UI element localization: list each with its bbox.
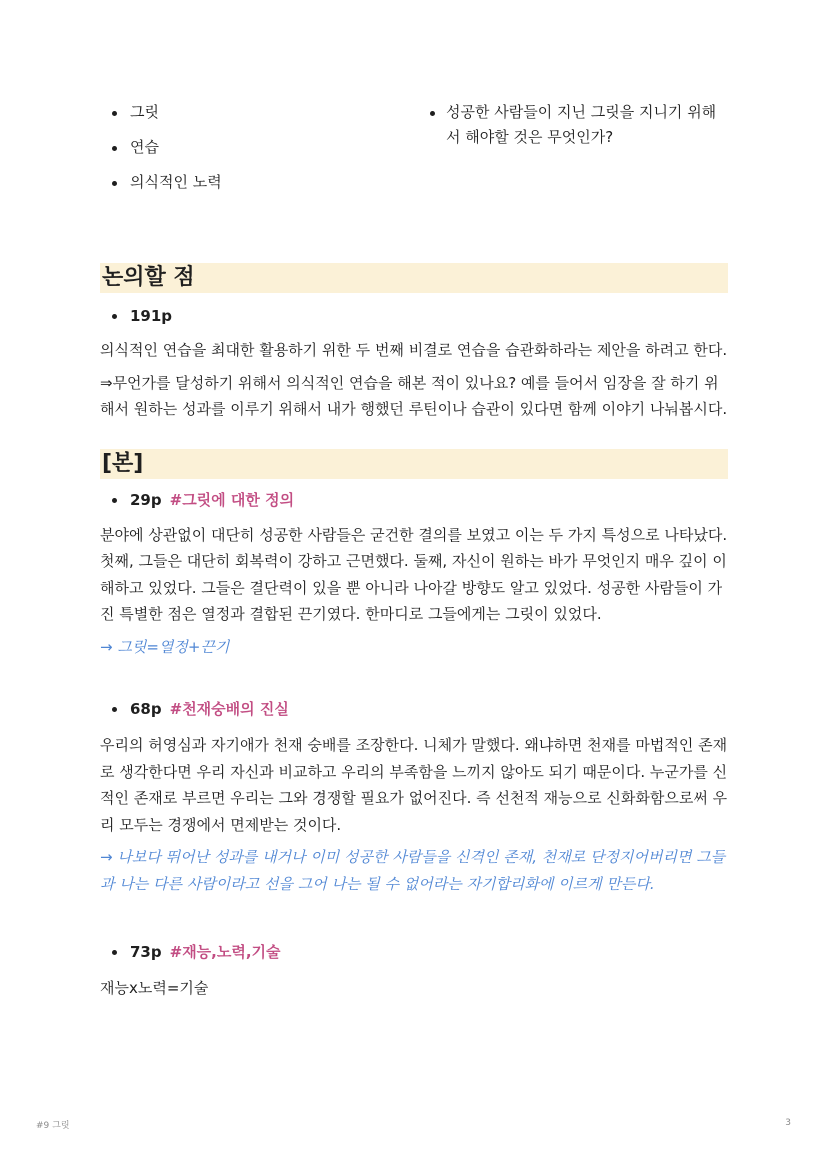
entry-note: → 그릿=열정+끈기 [100, 637, 230, 656]
page-number: 68p [130, 700, 162, 718]
entry-bullet [100, 698, 728, 720]
list-item: 성공한 사람들이 지닌 그릿을 지니기 위해서 해야할 것은 무엇인가? [418, 100, 730, 150]
list-item: 연습 [100, 135, 418, 160]
entry-body: 분야에 상관없이 대단히 성공한 사람들은 굳건한 결의를 보였고 이는 두 가지 특성으로 나타났다. 첫째, 그들은 대단히 회복력이 강하고 근면했다. 둘째, 자신이 원하는 바가 무엇인지 매우 깊이 이해하고 있었다. 그들은 결단력이 있을 뿐 아니라 나아갈 방향도 알고 있었다. 성공한 사람들이 가진 특별한 점은 열정과 결합된 끈기였다. 한마디로 그들에게는 그릿이 있었다. [100, 525, 728, 623]
hashtag: #천재숭배의 진실 [169, 700, 289, 718]
top-list-left [100, 100, 418, 205]
page-number: 29p [130, 490, 162, 509]
main-heading: [본] [100, 449, 728, 479]
list-item: 그릿 [100, 100, 418, 125]
hashtag: #재능,노력,기술 [169, 943, 281, 961]
discussion-paragraph: 의식적인 연습을 최대한 활용하기 위한 두 번째 비결로 연습을 습관화하라는 제안을 하려고 한다. [100, 341, 728, 359]
main-content [100, 263, 728, 1002]
entry-bullet [100, 941, 728, 963]
entry-body: 재능x노력=기술 [100, 979, 209, 997]
page-number: 73p [130, 943, 162, 961]
entry-note: → 나보다 뛰어난 성과를 내거나 이미 성공한 사람들을 신격인 존재, 천재로 단정지어버리면 그들과 나는 다른 사람이라고 선을 그어 나는 될 수 없어라는 자기합리화에 이르게 만든다. [100, 848, 726, 893]
list-item: 의식적인 노력 [100, 170, 418, 195]
discussion-page-bullet [100, 305, 728, 327]
hashtag: #그릿에 대한 정의 [169, 490, 295, 509]
entry-body: 우리의 허영심과 자기애가 천재 숭배를 조장한다. 니체가 말했다. 왜냐하면 천재를 마법적인 존재로 생각한다면 우리 자신과 비교하고 우리의 부족함을 느끼지 않아도 되기 때문이다. 누군가를 신적인 존재로 부르면 우리는 그와 경쟁할 필요가 없어진다. 즉 선천적 재능으로 신화화함으로써 우리 모두는 경쟁에서 면제받는 것이다. [100, 736, 728, 834]
top-columns [100, 100, 730, 205]
discussion-heading: 논의할 점 [100, 263, 728, 293]
top-list-right [418, 100, 730, 205]
entry-bullet [100, 489, 728, 511]
page-number: 191p [130, 307, 173, 325]
page-number-footer: 3 [785, 1118, 791, 1128]
discussion-question: ⇒무언가를 달성하기 위해서 의식적인 연습을 해본 적이 있나요? 예를 들어서 임장을 잘 하기 위해서 원하는 성과를 이루기 위해서 내가 행했던 루틴이나 습관이 있다면 함께 이야기 나눠봅시다. [100, 373, 728, 418]
footer-title: #9 그릿 [36, 1121, 70, 1131]
